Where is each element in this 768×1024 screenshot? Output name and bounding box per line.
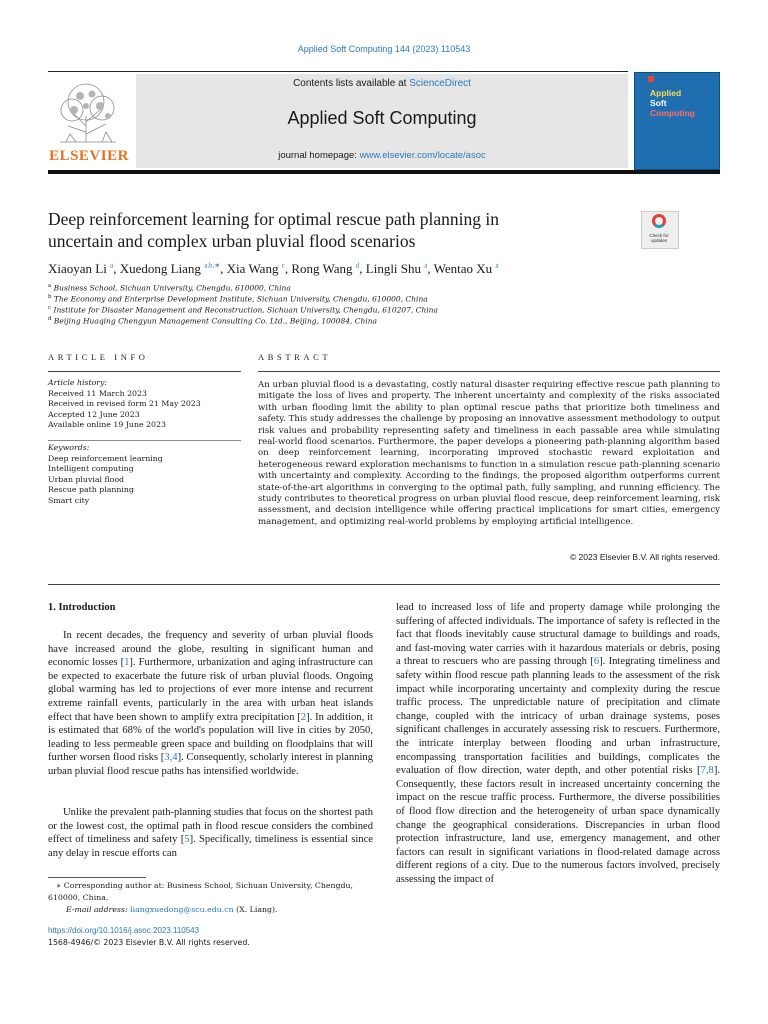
publisher-logo-text: ELSEVIER [49, 148, 129, 164]
journal-homepage-link[interactable]: www.elsevier.com/locate/asoc [359, 150, 486, 161]
keywords-divider [48, 440, 241, 441]
email-note: E-mail address: liangxuedong@scu.edu.cn (X. Liang). [66, 905, 278, 914]
author-name[interactable]: Rong Wang [291, 261, 353, 276]
article-title: Deep reinforcement learning for optimal rescue path planning in uncertain and complex urban pluvial flood scenarios [48, 209, 499, 251]
affiliation: $^b$ The Economy and Enterprise Development Institute, Sichuan University, Chengdu, 610000, China [48, 294, 428, 304]
cover-logo-icon [648, 76, 654, 82]
article-history: Article history: Received 11 March 2023 Received in revised form 21 May 2023 Accepted 12 June 2023 Available online 19 June 2023 [48, 378, 201, 430]
citation-link[interactable]: 2 [300, 711, 307, 723]
citation-link[interactable]: 5 [184, 834, 190, 846]
keyword: Intelligent computing [48, 464, 134, 474]
doi-link[interactable]: https://doi.org/10.1016/j.asoc.2023.110543 [48, 926, 200, 935]
author-name[interactable]: Xiaoyan Li [48, 261, 107, 276]
citation-link[interactable]: 6 [593, 656, 600, 668]
check-updates-icon [652, 214, 666, 228]
header-divider [48, 71, 628, 72]
check-updates-label: Check for updates [649, 233, 669, 243]
abstract-text: An urban pluvial flood is a devastating, costly natural disaster requiring effective rescue path planning to mitigate the loss of lives and property. The inherent uncertainty and complexity of the risks associated with urban flooding limit the ability to plan optimal rescue paths that prioritize both timeliness and safety. This study addresses the challenge by proposing an innovative assessment methodology to output risk values and probability representing safety and timeliness in each passable area while simulating real-world flood scenarios. Furthermore, the paper develops a pioneering path-planning algorithm based on deep reinforcement learning, incorporating improved stochastic reward exploitation and heterogeneous reward exploration mechanisms to function in a simulation rescue path-planning scenario with uncertainty and complexity. According to the findings, the proposed algorithm outperforms current state-of-the-art algorithms in converging to the optimal path, fully sampling, and running efficiency. The study contributes to theoretical progress on urban pluvial flood rescue, deep reinforcement learning, risk assessment, and decision intelligence while offering practical implications for smart cities, emergency management, and optimizing real-world problems by employing artificial intelligence. [258, 380, 720, 527]
corresponding-author-note: ∗ Corresponding author at: Business School, Sichuan University, Chengdu, 610000, China. [48, 881, 354, 902]
abstract-rule [258, 371, 720, 372]
author-list: Xiaoyan Li $^a$, Xuedong Liang $^{a,b,∗}$, Xia Wang $^c$, Rong Wang $^d$, Lingli Shu $^a$, Wentao Xu $^a$ [48, 261, 499, 276]
affiliation: $^c$ Institute for Disaster Management and Reconstruction, Sichuan University, Chengdu, 610207, China [48, 305, 438, 315]
citation-link[interactable]: 7,8 [700, 765, 714, 777]
sciencedirect-link[interactable]: ScienceDirect [409, 78, 471, 89]
journal-homepage-line: journal homepage: www.elsevier.com/locate/asoc [278, 150, 486, 161]
issn-line: 1568-4946/© 2023 Elsevier B.V. All rights reserved. [48, 938, 250, 947]
body-divider [48, 584, 720, 585]
section-heading-introduction: 1. Introduction [48, 602, 116, 613]
journal-cover-image[interactable] [634, 72, 720, 170]
header-thick-rule [48, 170, 720, 174]
email-link[interactable]: liangxuedong@scu.edu.cn [130, 905, 234, 914]
abstract-heading: ABSTRACT [258, 352, 332, 362]
contents-line: Contents lists available at ScienceDirect [293, 78, 471, 89]
intro-paragraph-2: Unlike the prevalent path-planning studies that focus on the shortest path or the lowest cost, the optimal path in flood rescue considers the combined effect of timeliness and safety [5]. Specifically, timeliness is essential since any delay in rescue efforts can [48, 807, 374, 859]
author-name[interactable]: Lingli Shu [365, 261, 422, 276]
cover-title: Applied Soft Computing [650, 88, 695, 118]
keyword: Deep reinforcement learning [48, 453, 163, 463]
author-name[interactable]: Wentao Xu [433, 261, 493, 276]
keyword: Smart city [48, 495, 90, 505]
affiliation: $^a$ Business School, Sichuan University, Chengdu, 610000, China [48, 283, 291, 293]
article-info-heading: ARTICLE INFO [48, 352, 149, 362]
author-name[interactable]: Xuedong Liang [119, 261, 201, 276]
journal-title: Applied Soft Computing [287, 108, 477, 128]
keywords-list: Keywords: Deep reinforcement learning Intelligent computing Urban pluvial flood Rescue path planning Smart city [48, 443, 241, 507]
affiliation: $^d$ Beijing Huaqing Chengyun Management Consulting Co. Ltd., Beijing, 100084, China [48, 316, 378, 326]
abstract-copyright: © 2023 Elsevier B.V. All rights reserved. [569, 552, 720, 562]
footnote-rule [48, 877, 146, 878]
keyword: Urban pluvial flood [48, 474, 125, 484]
keyword: Rescue path planning [48, 485, 134, 495]
journal-reference[interactable]: Applied Soft Computing 144 (2023) 110543 [297, 44, 471, 54]
intro-paragraph-1: In recent decades, the frequency and severity of urban pluvial floods have increased around the globe, resulting in significant human and economic losses [1]. Furthermore, urbanization and aging infrastructure can be expected to exacerbate the future risk of urban pluvial floods. Ongoing global warming has led to projections of ever more intense and recurrent extreme rainfall events, particularly in the area with urban heat islands effect that have been shown to amplify extra precipitation [2]. In addition, it is estimated that 68% of the world's population will live in cities by 2050, leading to less permeable green space and building on floodplains that will further worsen flood risks [3,4]. Consequently, scholarly interest in planning urban pluvial flood rescue paths has intensified worldwide. [48, 630, 374, 777]
intro-paragraph-3: lead to increased loss of life and property damage while prolonging the suffering of affected individuals. The importance of safety is reflected in the fact that floods inevitably cause structural damage to buildings and roads, and fast-moving water carries with it hazardous materials or debris, posing a threat to rescuers who are passing through [6]. Integrating timeliness and safety within flood rescue path planning leads to the assessment of the risk impact while incorporating uncertainty and complexity during the rescue traffic process. The unpredictable nature of precipitation and climate change, coupled with the intricacy of urban drainage systems, poses significant challenges in accurately assessing risk to rescuers. Furthermore, the intricate interplay between flooding and urban infrastructure, encompassing transportation facilities and buildings, complicates the evaluation of flow direction, water depth, and other potential risks [7,8]. Consequently, these factors result in increased uncertainty concerning the impact on the rescue traffic process. Furthermore, the diverse possibilities of flood flow direction and the heterogeneity of urban space dynamically change the geographical considerations. Discrepancies in urban flood protection infrastructure, land use, emergency management, and other factors can result in significant variations in flood-related damage across different regions of a city. Due to the numerous factors involved, precisely assessing the impact of [396, 602, 720, 885]
article-info-rule [48, 371, 241, 372]
citation-link[interactable]: 1 [124, 657, 130, 669]
citation-link[interactable]: 3,4 [164, 752, 178, 764]
author-name[interactable]: Xia Wang [226, 261, 279, 276]
